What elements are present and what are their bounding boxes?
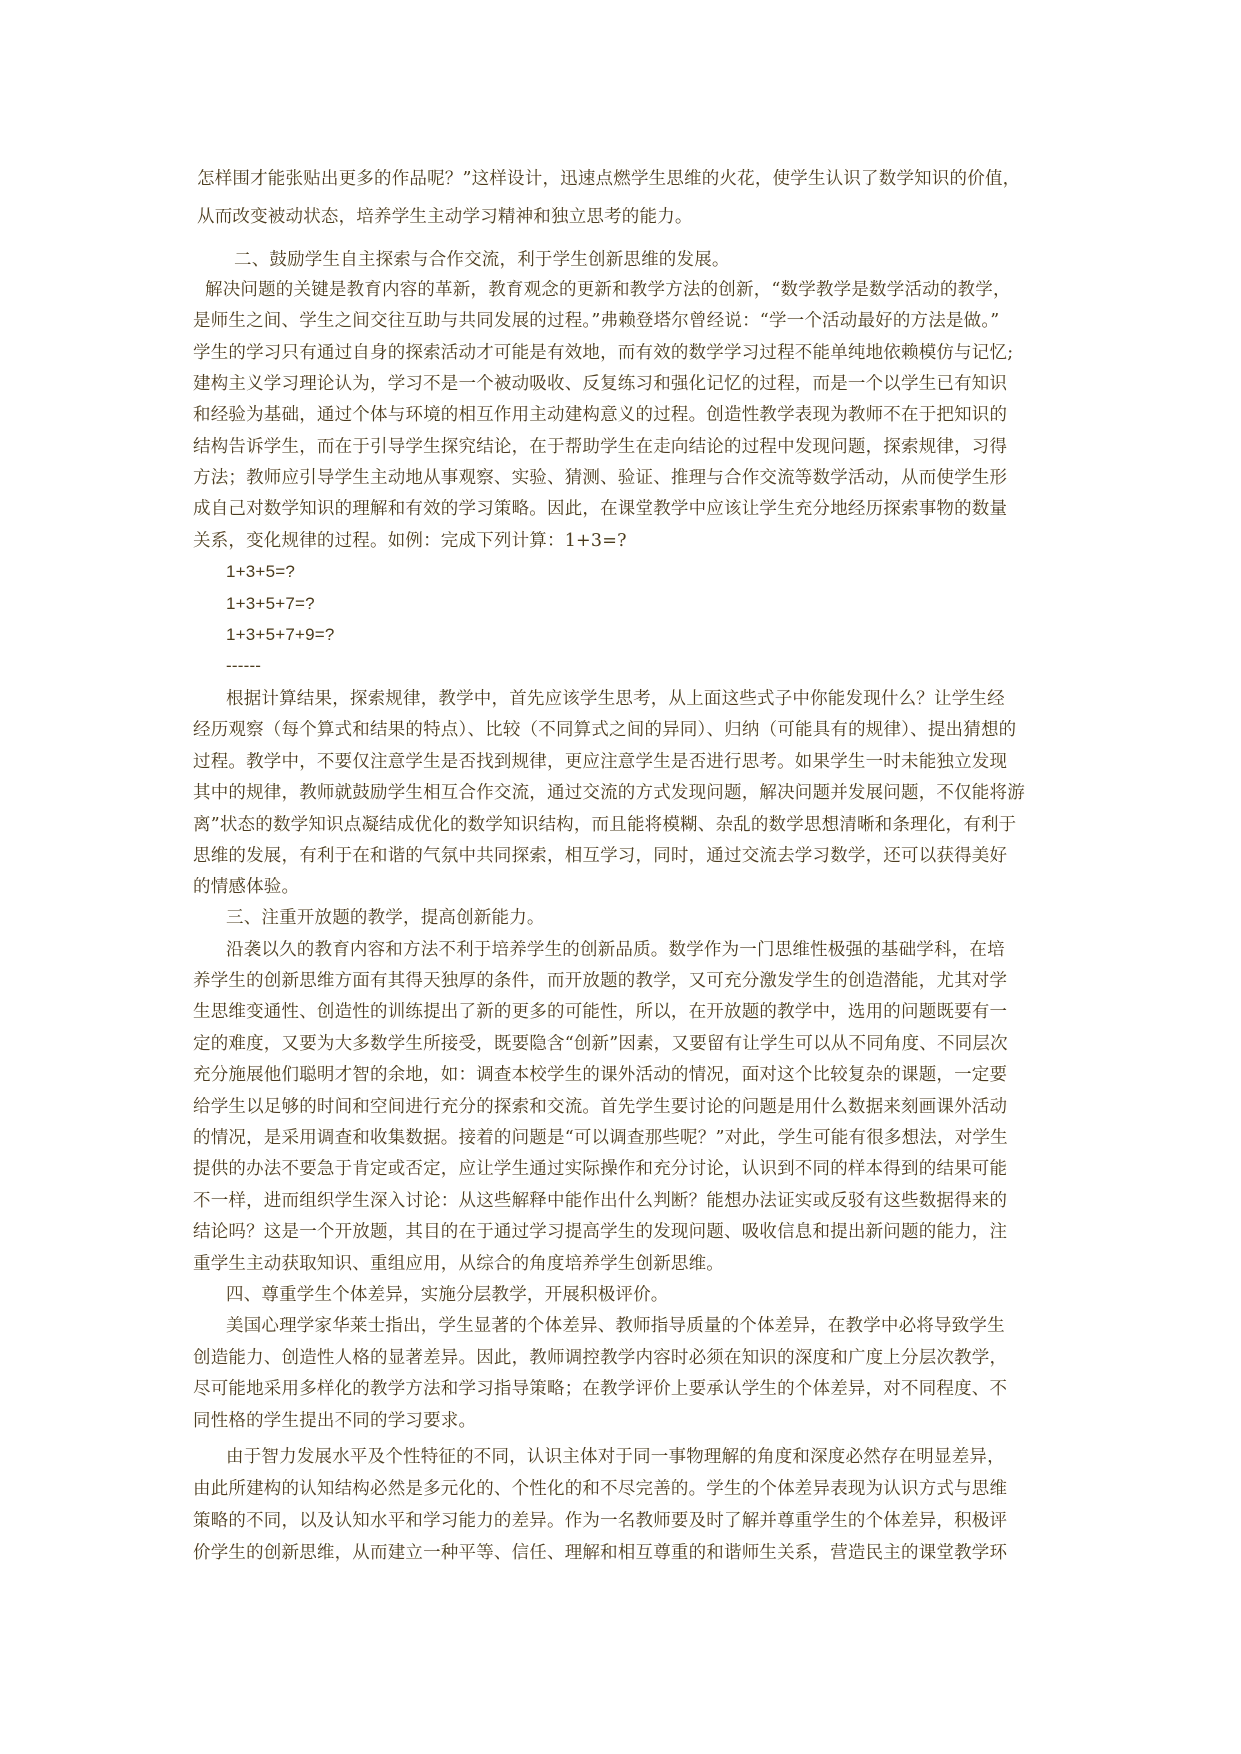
text-line: 的情况，是采用调查和收集数据。接着的问题是“可以调查那些呢？”对此，学生可能有很多想法，对学生 xyxy=(193,1128,1008,1148)
text-line: 提供的办法不要急于肯定或否定，应让学生通过实际操作和充分讨论，认识到不同的样本得到的结果可能 xyxy=(193,1159,1008,1179)
text-line: 关系，变化规律的过程。如例：完成下列计算：1+3=? xyxy=(193,531,627,551)
text-line: 学生的学习只有通过自身的探索活动才可能是有效地，而有效的数学学习过程不能单纯地依赖模仿与记忆; xyxy=(193,343,1014,363)
text-line: 沿袭以久的教育内容和方法不利于培养学生的创新品质。数学作为一门思维性极强的基础学科，在培 xyxy=(226,940,1005,960)
formula-line: 1+3+5+7=? xyxy=(226,594,315,613)
text-line: 美国心理学家华莱士指出，学生显著的个体差异、教师指导质量的个体差异，在教学中必将导致学生 xyxy=(226,1316,1005,1336)
section-heading: 二、鼓励学生自主探索与合作交流，利于学生创新思维的发展。 xyxy=(234,250,730,270)
text-line: 解决问题的关键是教育内容的革新，教育观念的更新和教学方法的创新，“数学教学是数学活动的教学， xyxy=(205,280,1011,300)
text-line: 生思维变通性、创造性的训练提出了新的更多的可能性，所以，在开放题的教学中，选用的问题既要有一 xyxy=(193,1002,1008,1022)
text-line: 养学生的创新思维方面有其得天独厚的条件，而开放题的教学，又可充分激发学生的创造潜能，尤其对学 xyxy=(193,971,1008,991)
section-heading: 四、尊重学生个体差异，实施分层教学，开展积极评价。 xyxy=(226,1285,669,1305)
text-line: 根据计算结果，探索规律，教学中，首先应该学生思考，从上面这些式子中你能发现什么？让学生经 xyxy=(226,689,1005,709)
text-line: 定的难度，又要为大多数学生所接受，既要隐含“创新”因素，又要留有让学生可以从不同角度、不同层次 xyxy=(193,1034,1008,1054)
text-line: 经历观察（每个算式和结果的特点）、比较（不同算式之间的异同）、归纳（可能具有的规律）、提出猜想的 xyxy=(193,720,1017,740)
text-line: 不一样，进而组织学生深入讨论：从这些解释中能作出什么判断？能想办法证实或反驳有这些数据得来的 xyxy=(193,1191,1008,1211)
text-line: 离”状态的数学知识点凝结成优化的数学知识结构，而且能将模糊、杂乱的数学思想清晰和条理化，有利于 xyxy=(193,815,1017,835)
section-heading: 三、注重开放题的教学，提高创新能力。 xyxy=(226,908,545,928)
text-line: 方法；教师应引导学生主动地从事观察、实验、猜测、验证、推理与合作交流等数学活动，从而使学生形 xyxy=(193,468,1008,488)
text-line: 同性格的学生提出不同的学习要求。 xyxy=(193,1411,477,1431)
text-line: 策略的不同，以及认知水平和学习能力的差异。作为一名教师要及时了解并尊重学生的个体差异，积极评 xyxy=(193,1511,1008,1531)
text-line: 价学生的创新思维，从而建立一种平等、信任、理解和相互尊重的和谐师生关系，营造民主的课堂教学环 xyxy=(193,1543,1008,1563)
text-line: 成自己对数学知识的理解和有效的学习策略。因此，在课堂教学中应该让学生充分地经历探索事物的数量 xyxy=(193,499,1008,519)
text-line: 和经验为基础，通过个体与环境的相互作用主动建构意义的过程。创造性教学表现为教师不在于把知识的 xyxy=(193,405,1008,425)
text-line: 尽可能地采用多样化的教学方法和学习指导策略；在教学评价上要承认学生的个体差异，对不同程度、不 xyxy=(193,1379,1008,1399)
text-line: 的情感体验。 xyxy=(193,877,300,897)
ellipsis-line: ------ xyxy=(226,656,262,675)
text-line: 结构告诉学生，而在于引导学生探究结论，在于帮助学生在走向结论的过程中发现问题，探索规律，习得 xyxy=(193,437,1008,457)
text-line: 过程。教学中，不要仅注意学生是否找到规律，更应注意学生是否进行思考。如果学生一时未能独立发现 xyxy=(193,752,1008,772)
text-line: 结论吗？这是一个开放题，其目的在于通过学习提高学生的发现问题、吸收信息和提出新问题的能力，注 xyxy=(193,1222,1008,1242)
text-line: 建构主义学习理论认为，学习不是一个被动吸收、反复练习和强化记忆的过程，而是一个以学生已有知识 xyxy=(193,374,1008,394)
text-line: 充分施展他们聪明才智的余地，如：调查本校学生的课外活动的情况，面对这个比较复杂的课题，一定要 xyxy=(193,1065,1008,1085)
text-line: 给学生以足够的时间和空间进行充分的探索和交流。首先学生要讨论的问题是用什么数据来刻画课外活动 xyxy=(193,1097,1008,1117)
formula-line: 1+3+5=? xyxy=(226,562,296,581)
text-line: 创造能力、创造性人格的显著差异。因此，教师调控教学内容时必须在知识的深度和广度上分层次教学， xyxy=(193,1348,1008,1368)
text-line: 从而改变被动状态，培养学生主动学习精神和独立思考的能力。 xyxy=(197,207,693,227)
text-line: 由此所建构的认知结构必然是多元化的、个性化的和不尽完善的。学生的个体差异表现为认识方式与思维 xyxy=(193,1479,1008,1499)
text-line: 是师生之间、学生之间交往互助与共同发展的过程。”弗赖登塔尔曾经说：“学一个活动最好的方法是做。” xyxy=(193,311,1000,331)
text-line: 由于智力发展水平及个性特征的不同，认识主体对于同一事物理解的角度和深度必然存在明显差异， xyxy=(226,1447,1005,1467)
text-line: 重学生主动获取知识、重组应用，从综合的角度培养学生创新思维。 xyxy=(193,1254,724,1274)
text-line: 其中的规律，教师就鼓励学生相互合作交流，通过交流的方式发现问题，解决问题并发展问题，不仅能将游 xyxy=(193,783,1025,803)
formula-line: 1+3+5+7+9=? xyxy=(226,625,335,644)
text-line: 思维的发展，有利于在和谐的气氛中共同探索，相互学习，同时，通过交流去学习数学，还可以获得美好 xyxy=(193,846,1008,866)
text-line: 怎样围才能张贴出更多的作品呢？”这样设计，迅速点燃学生思维的火花，使学生认识了数学知识的价值， xyxy=(197,169,1021,189)
